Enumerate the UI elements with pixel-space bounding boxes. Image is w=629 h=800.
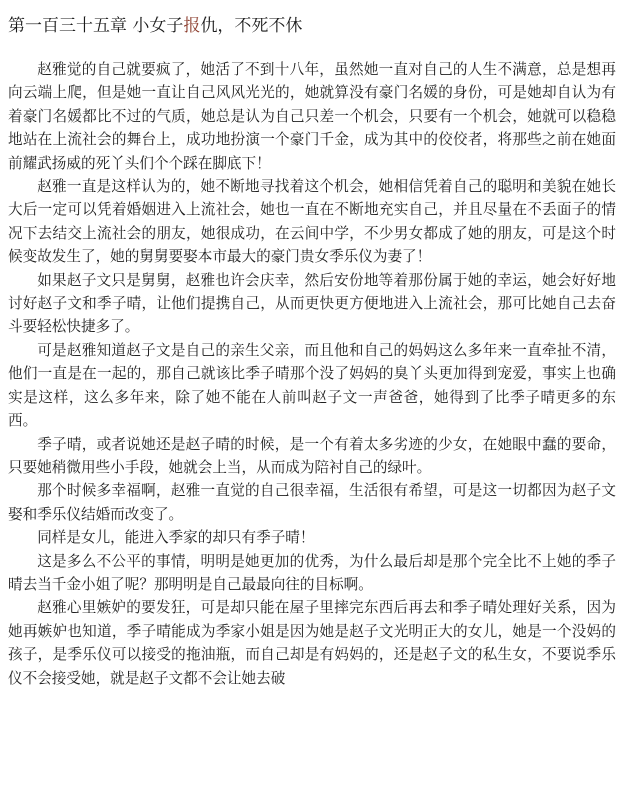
chapter-title-prefix: 第一百三十五章 小女子 — [8, 16, 184, 36]
paragraph: 赵雅觉的自己就要疯了，她活了不到十八年，虽然她一直对自己的人生不满意，总是想再向云端上爬，但是她一直让自己风风光光的，她就算没有豪门名媛的身份，可是她却自认为有着豪门名媛都比不过的气质，她总是认为自己只差一个机会，只要有一个机会，她就可以稳稳地站在上流社会的舞台上，成功地扮演一个豪门千金，成为其中的佼佼者，将那些之前在她面前耀武扬威的死丫头们个个踩在脚底下！ — [8, 61, 616, 172]
chapter-title-suffix: 仇，不死不休 — [200, 16, 303, 36]
paragraph: 如果赵子文只是舅舅，赵雅也许会庆幸，然后安份地等着那份属于她的幸运，她会好好地讨好赵子文和季子晴，让他们提携自己，从而更快更方便地进入上流社会，那可比她自己去奋斗要轻松快捷多了。 — [8, 271, 616, 336]
paragraph: 那个时候多幸福啊，赵雅一直觉的自己很幸福，生活很有希望，可是这一切都因为赵子文娶和季乐仪结婚而改变了。 — [8, 482, 616, 523]
paragraph: 可是赵雅知道赵子文是自己的亲生父亲，而且他和自己的妈妈这么多年来一直牵扯不清，他们一直是在一起的，那自己就该比季子晴那个没了妈妈的臭丫头更加得到宠爱，事实上也确实是这样，这么多年来，除了她不能在人前叫赵子文一声爸爸，她得到了比季子晴更多的东西。 — [8, 341, 616, 430]
chapter-body — [8, 58, 616, 690]
paragraph: 这是多么不公平的事情，明明是她更加的优秀，为什么最后却是那个完全比不上她的季子晴去当千金小姐了呢？那明明是自己最最向往的目标啊。 — [8, 552, 616, 593]
chapter-title-highlight: 报 — [183, 16, 201, 36]
paragraph: 同样是女儿，能进入季家的却只有季子晴！ — [37, 529, 315, 547]
chapter-title — [8, 14, 302, 38]
paragraph: 季子晴，或者说她还是赵子晴的时候，是一个有着太多劣迹的少女，在她眼中蠢的要命，只要她稍微用些小手段，她就会上当，从而成为陪衬自己的绿叶。 — [8, 435, 616, 476]
paragraph: 赵雅一直是这样认为的，她不断地寻找着这个机会，她相信凭着自己的聪明和美貌在她长大后一定可以凭着婚姻进入上流社会，她也一直在不断地充实自己，并且尽量在不丢面子的情况下去结交上流社会的朋友，她很成功，在云间中学，不少男女都成了她的朋友，可是这个时候变故发生了，她的舅舅要娶本市最大的豪门贵女季乐仪为妻了！ — [8, 178, 616, 266]
paragraph: 赵雅心里嫉妒的要发狂，可是却只能在屋子里摔完东西后再去和季子晴处理好关系，因为她再嫉妒也知道，季子晴能成为季家小姐是因为她是赵子文光明正大的女儿，她是一个没妈的孩子，是季乐仪可以接受的拖油瓶，而自己却是有妈妈的，还是赵子文的私生女，不要说季乐仪不会接受她，就是赵子文都不会让她去破 — [8, 599, 616, 687]
